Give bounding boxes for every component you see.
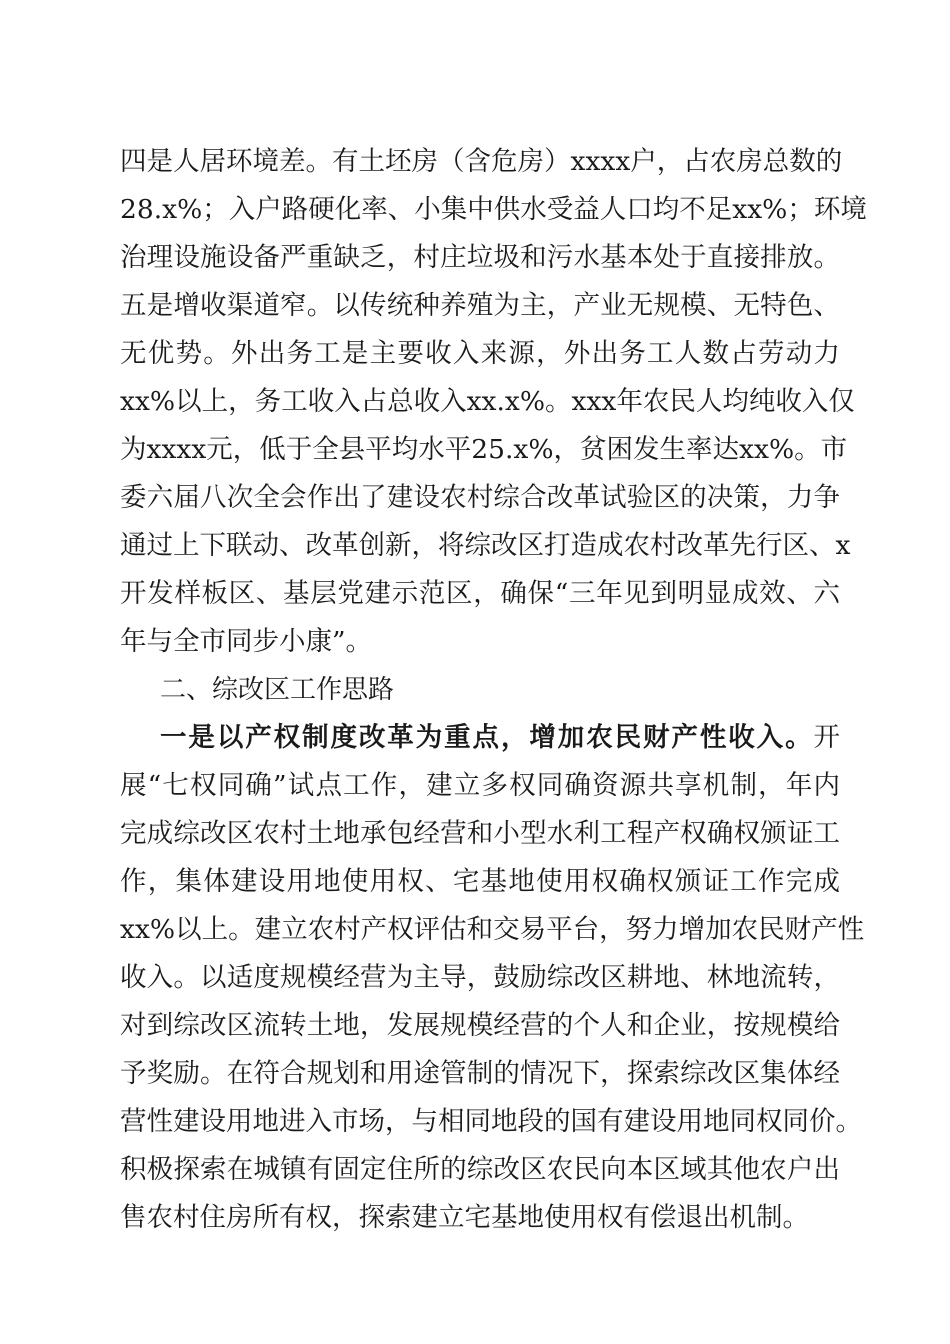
paragraph-line: 营性建设用地进入市场，与相同地段的国有建设用地同权同价。 [120,1106,862,1137]
paragraph-line: 委六届八次全会作出了建设农村综合改革试验区的决策，力争 [120,482,840,513]
paragraph-line: 28.x%；入户路硬化率、小集中供水受益人口均不足xx%；环境 [120,194,867,225]
paragraph-line: xx%以上，务工收入占总收入xx.x%。xxx年农民人均纯收入仅 [120,386,855,417]
paragraph-first-line [160,723,840,753]
paragraph-line: 年与全市同步小康”。 [120,626,373,657]
paragraph-line: 无优势。外出务工是主要收入来源，外出务工人数占劳动力 [120,338,840,369]
paragraph-line: 予奖励。在符合规划和用途管制的情况下，探索综改区集体经 [120,1058,840,1089]
paragraph-line: 治理设施设备严重缺乏，村庄垃圾和污水基本处于直接排放。 [120,242,840,273]
paragraph-line: 四是人居环境差。有土坯房（含危房）xxxx户，占农房总数的 [120,146,843,177]
paragraph-line: 完成综改区农村土地承包经营和小型水利工程产权确权颁证工 [120,818,840,849]
paragraph-line: 积极探索在城镇有固定住所的综改区农民向本区域其他农户出 [120,1154,840,1185]
paragraph-line: 展“七权同确”试点工作，建立多权同确资源共享机制，年内 [120,770,840,801]
paragraph-line: 为xxxx元，低于全县平均水平25.x%，贫困发生率达xx%。市 [120,434,848,465]
paragraph-line: 通过上下联动、改革创新，将综改区打造成农村改革先行区、x [120,530,851,561]
paragraph-line: 售农村住房所有权，探索建立宅基地使用权有偿退出机制。 [120,1202,809,1233]
paragraph-line: 开发样板区、基层党建示范区，确保“三年见到明显成效、六 [120,578,840,609]
bold-lead-sentence: 一是以产权制度改革为重点，增加农民财产性收入。 [160,722,814,753]
paragraph-line: 作，集体建设用地使用权、宅基地使用权确权颁证工作完成 [120,866,840,897]
paragraph-line: xx%以上。建立农村产权评估和交易平台，努力增加农民财产性 [120,914,865,945]
paragraph-line: 对到综改区流转土地，发展规模经营的个人和企业，按规模给 [120,1010,840,1041]
paragraph-line: 收入。以适度规模经营为主导，鼓励综改区耕地、林地流转， [120,962,840,993]
section-heading: 二、综改区工作思路 [160,675,395,705]
first-line-tail: 开 [813,722,840,753]
paragraph-line: 五是增收渠道窄。以传统种养殖为主，产业无规模、无特色、 [120,290,840,321]
